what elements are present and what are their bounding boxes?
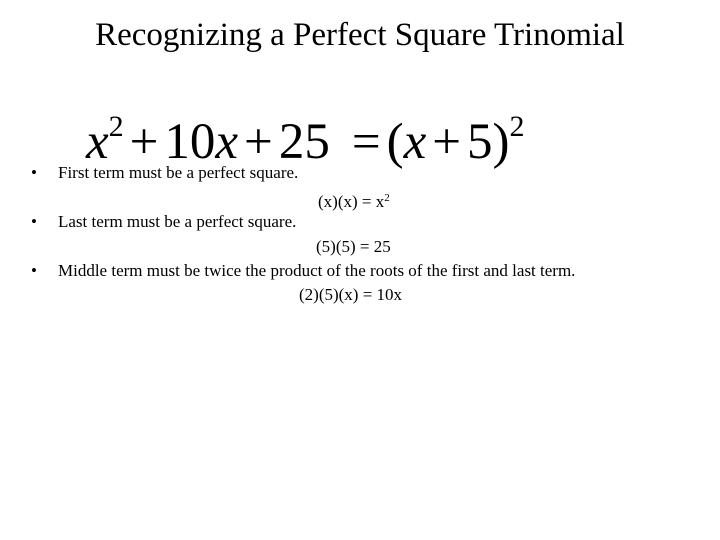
bullet-text: Middle term must be twice the product of the roots of the first and last term.: [58, 261, 576, 280]
equation-term1-exponent: 2: [108, 110, 124, 143]
equation-equals: =: [351, 114, 381, 170]
bullet-detail-text: (2)(5)(x) = 10x: [299, 285, 403, 304]
equation-close-paren: ): [492, 114, 510, 170]
bullet-item: [31, 162, 298, 184]
slide-title: Recognizing a Perfect Square Trinomial: [95, 17, 625, 53]
bullet-detail-text: (5)(5) = 25: [316, 237, 391, 256]
equation-right-constant: 5: [466, 114, 493, 170]
equation: [86, 92, 525, 170]
equation-term3: 25: [278, 114, 330, 170]
bullet-marker: •: [31, 261, 37, 280]
equation-term2-coefficient: 10: [164, 114, 216, 170]
bullet-detail: [316, 236, 391, 258]
equation-term2-variable: x: [215, 114, 239, 170]
equation-right-plus: +: [432, 114, 461, 170]
bullet-detail-superscript: 2: [384, 192, 390, 204]
equation-right-exponent: 2: [509, 110, 525, 143]
bullet-item: [31, 211, 296, 233]
equation-term1-base: x: [86, 114, 109, 170]
bullet-detail: [299, 284, 402, 306]
bullet-detail-text: (x)(x) = x: [318, 192, 385, 211]
bullet-detail: [318, 187, 390, 213]
bullet-marker: •: [31, 212, 37, 231]
equation-plus-1: +: [129, 114, 159, 170]
bullet-text: First term must be a perfect square.: [58, 163, 299, 182]
equation-right-variable: x: [403, 114, 427, 170]
equation-open-paren: (: [386, 114, 404, 170]
bullet-marker: •: [31, 163, 37, 182]
bullet-item: [31, 260, 575, 282]
bullet-text: Last term must be a perfect square.: [58, 212, 297, 231]
equation-plus-2: +: [244, 114, 273, 170]
